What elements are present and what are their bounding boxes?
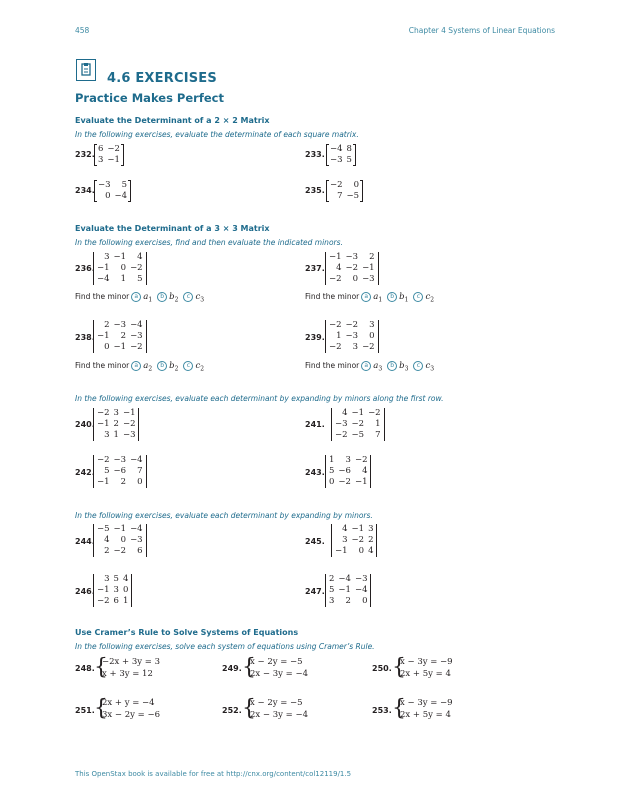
matrix-entry: 0: [362, 596, 368, 606]
equation: 2x + y = −4: [102, 698, 155, 708]
matrix-entry: −2: [329, 320, 342, 330]
matrix-row: [95, 263, 145, 274]
matrix-entry: 6: [137, 546, 143, 556]
matrix-entry: −2: [97, 408, 110, 418]
matrix-entry: −2: [329, 274, 342, 284]
matrix-entry: 5: [329, 585, 335, 595]
matrix-entry: −2: [107, 144, 120, 154]
matrix-entry: −4: [130, 320, 143, 330]
exercise-number: 253.: [372, 706, 392, 715]
determinant-245: [333, 524, 375, 557]
exercise-number: 249.: [222, 664, 242, 673]
matrix-entry: −3: [113, 320, 127, 330]
brace-icon: {: [242, 655, 256, 680]
matrix-entry: 2: [120, 331, 127, 341]
minor-prompt-238: [75, 361, 207, 373]
matrix-entry: −2: [130, 263, 143, 273]
equation: 2x + 5y = 4: [400, 710, 451, 720]
part-marker: b: [387, 292, 397, 302]
matrix-row: [95, 477, 145, 488]
matrix-entry: 8: [346, 144, 352, 154]
matrix-entry: 2: [104, 320, 110, 330]
matrix-row: [328, 180, 361, 191]
matrix-entry: 4: [104, 535, 110, 545]
matrix-entry: 6: [98, 144, 104, 154]
matrix-row: [95, 274, 145, 285]
determinant-238: [95, 320, 145, 353]
matrix-entry: −3: [130, 331, 143, 341]
matrix-entry: −1: [335, 546, 348, 556]
matrix-entry: 3: [113, 585, 119, 595]
matrix-entry: −2: [130, 342, 143, 352]
matrix-entry: 2: [345, 596, 351, 606]
determinant-247: [327, 574, 369, 607]
matrix-entry: −2: [97, 455, 110, 465]
matrix-row: [95, 546, 145, 557]
section-heading: Evaluate the Determinant of a 3 × 3 Matrix: [75, 224, 270, 233]
matrix-entry: 4: [342, 408, 348, 418]
matrix-entry: −4: [130, 455, 143, 465]
matrix-row: [96, 191, 129, 202]
matrix-row: [328, 155, 354, 166]
matrix-row: [333, 546, 375, 557]
matrix-entry: 4: [362, 466, 368, 476]
matrix-entry: 5: [137, 274, 143, 284]
exercise-number: 234.: [75, 186, 95, 195]
matrix-entry: 0: [120, 263, 127, 273]
matrix-entry: −1: [97, 477, 110, 487]
matrix-entry: 1: [113, 430, 119, 440]
brace-icon: {: [94, 655, 108, 680]
minor-label: Find the minor: [305, 292, 360, 301]
part-marker: a: [361, 361, 371, 371]
matrix-entry: −3: [345, 252, 359, 262]
matrix-entry: −1: [351, 524, 365, 534]
minor-variable: $a_3$: [373, 361, 383, 373]
part-marker: a: [361, 292, 371, 302]
minor-variable: $c_2$: [195, 361, 205, 373]
matrix-entry: −2: [351, 419, 365, 429]
matrix-entry: 2: [104, 546, 110, 556]
matrix-row: [327, 477, 369, 488]
brace-icon: {: [94, 696, 108, 721]
equation: x − 3y = −9: [400, 698, 453, 708]
matrix-row: [95, 419, 137, 430]
exercise-number: 243.: [305, 468, 325, 477]
matrix-entry: −2: [362, 342, 375, 352]
matrix-entry: 4: [122, 574, 129, 584]
matrix-row: [327, 252, 377, 263]
matrix-row: [333, 535, 375, 546]
matrix-entry: 3: [369, 320, 375, 330]
matrix-entry: −1: [113, 524, 127, 534]
minor-variable: $a_2$: [143, 361, 153, 373]
exercise-number: 252.: [222, 706, 242, 715]
matrix-entry: −2: [122, 419, 136, 429]
minor-variable: $b_2$: [169, 361, 179, 373]
matrix-row: [95, 408, 137, 419]
matrix-row: [95, 455, 145, 466]
matrix-row: [95, 596, 130, 607]
matrix-entry: 3: [113, 408, 119, 418]
matrix-235: [328, 180, 361, 202]
exercise-number: 248.: [75, 664, 95, 673]
matrix-entry: −4: [130, 524, 143, 534]
exercise-number: 235.: [305, 186, 325, 195]
system-251: [94, 697, 160, 721]
determinant-246: [95, 574, 130, 607]
matrix-row: [95, 342, 145, 353]
matrix-entry: −1: [122, 408, 136, 418]
matrix-entry: 1: [329, 455, 335, 465]
matrix-entry: 2: [120, 477, 127, 487]
matrix-entry: −1: [97, 585, 110, 595]
matrix-entry: −2: [97, 596, 110, 606]
matrix-entry: 0: [120, 535, 127, 545]
equation: x − 3y = −9: [400, 657, 453, 667]
matrix-row: [328, 144, 354, 155]
instruction: In the following exercises, evaluate each determinant by expanding by minors.: [75, 511, 373, 520]
matrix-entry: −3: [345, 331, 359, 341]
matrix-entry: −4: [354, 585, 368, 595]
brace-icon: {: [392, 655, 406, 680]
matrix-entry: 0: [353, 180, 360, 190]
matrix-entry: 0: [369, 331, 375, 341]
matrix-entry: 3: [352, 342, 359, 352]
exercise-number: 244.: [75, 537, 95, 546]
matrix-entry: −3: [98, 180, 111, 190]
matrix-entry: 2: [113, 419, 119, 429]
matrix-row: [95, 252, 145, 263]
exercise-number: 237.: [305, 264, 325, 273]
matrix-entry: 7: [375, 430, 381, 440]
matrix-entry: 4: [137, 252, 143, 262]
brace-icon: {: [242, 696, 256, 721]
matrix-entry: 5: [329, 466, 335, 476]
minor-variable: $c_2$: [425, 292, 435, 304]
matrix-entry: −2: [329, 342, 342, 352]
section-heading: Evaluate the Determinant of a 2 × 2 Matrix: [75, 116, 270, 125]
matrix-entry: −1: [362, 263, 375, 273]
matrix-entry: −1: [113, 342, 127, 352]
matrix-entry: 4: [336, 263, 342, 273]
exercise-number: 233.: [305, 150, 325, 159]
exercise-number: 232.: [75, 150, 95, 159]
exercise-number: 245.: [305, 537, 325, 546]
matrix-row: [333, 408, 383, 419]
equation: x + 3y = 12: [102, 669, 153, 679]
minor-label: Find the minor: [75, 292, 130, 301]
exercises-icon: [76, 59, 96, 81]
matrix-entry: −5: [346, 191, 360, 201]
matrix-entry: 3: [345, 455, 351, 465]
matrix-234: [96, 180, 129, 202]
matrix-entry: 4: [342, 524, 348, 534]
equation: x − 2y = −5: [250, 657, 303, 667]
matrix-entry: 0: [122, 585, 129, 595]
matrix-entry: −6: [338, 466, 351, 476]
matrix-entry: −5: [97, 524, 110, 534]
matrix-entry: −2: [345, 320, 359, 330]
minor-prompt-236: [75, 292, 207, 304]
chapter-title: Chapter 4 Systems of Linear Equations: [408, 26, 555, 35]
matrix-entry: −1: [97, 331, 110, 341]
minor-variable: $b_1$: [399, 292, 409, 304]
matrix-entry: −1: [113, 252, 127, 262]
matrix-entry: 7: [337, 191, 343, 201]
equation: x − 2y = −5: [250, 698, 303, 708]
matrix-entry: 3: [104, 252, 110, 262]
system-248: [94, 656, 160, 680]
matrix-entry: −4: [97, 274, 110, 284]
matrix-entry: 3: [329, 596, 335, 606]
part-marker: b: [387, 361, 397, 371]
exercise-number: 251.: [75, 706, 95, 715]
matrix-entry: −5: [351, 430, 365, 440]
matrix-row: [333, 419, 383, 430]
equation: 2x − 3y = −4: [250, 710, 308, 720]
system-252: [242, 697, 308, 721]
matrix-entry: 5: [113, 574, 119, 584]
matrix-entry: 5: [346, 155, 352, 165]
matrix-entry: −4: [114, 191, 128, 201]
part-marker: c: [413, 292, 423, 302]
matrix-row: [95, 574, 130, 585]
instruction: In the following exercises, evaluate the determinate of each square matrix.: [75, 130, 359, 139]
matrix-row: [327, 585, 369, 596]
matrix-entry: −2: [113, 546, 127, 556]
matrix-row: [96, 155, 122, 166]
minor-prompt-237: [305, 292, 437, 304]
equation: −2x + 3y = 3: [102, 657, 160, 667]
minor-label: Find the minor: [305, 361, 360, 370]
matrix-232: [96, 144, 122, 166]
system-253: [392, 697, 453, 721]
matrix-233: [328, 144, 354, 166]
part-marker: b: [157, 361, 167, 371]
determinant-241: [333, 408, 383, 441]
matrix-row: [327, 342, 377, 353]
matrix-entry: 1: [336, 331, 342, 341]
matrix-entry: 5: [104, 466, 110, 476]
matrix-entry: −1: [97, 263, 110, 273]
matrix-entry: −1: [97, 419, 110, 429]
matrix-entry: 0: [358, 546, 365, 556]
matrix-entry: −1: [351, 408, 365, 418]
matrix-entry: 2: [369, 252, 375, 262]
determinant-239: [327, 320, 377, 353]
matrix-entry: −2: [345, 263, 359, 273]
instruction: In the following exercises, solve each system of equations using Cramer’s Rule.: [75, 642, 375, 651]
matrix-entry: −2: [368, 408, 381, 418]
matrix-entry: −2: [354, 455, 368, 465]
matrix-row: [96, 144, 122, 155]
determinant-242: [95, 455, 145, 488]
matrix-entry: 0: [105, 191, 111, 201]
matrix-entry: −6: [113, 466, 127, 476]
system-250: [392, 656, 453, 680]
section-heading: Use Cramer’s Rule to Solve Systems of Equations: [75, 628, 299, 637]
matrix-entry: 4: [368, 546, 374, 556]
matrix-entry: 0: [352, 274, 359, 284]
matrix-entry: −3: [362, 274, 375, 284]
matrix-row: [327, 331, 377, 342]
matrix-entry: −1: [338, 585, 351, 595]
part-marker: c: [413, 361, 423, 371]
exercise-number: 236.: [75, 264, 95, 273]
part-marker: c: [183, 292, 193, 302]
matrix-entry: −4: [338, 574, 351, 584]
matrix-row: [327, 274, 377, 285]
matrix-entry: 3: [342, 535, 348, 545]
matrix-entry: 1: [375, 419, 381, 429]
exercise-number: 239.: [305, 333, 325, 342]
exercise-number: 246.: [75, 587, 95, 596]
matrix-entry: 3: [98, 155, 104, 165]
matrix-entry: 7: [137, 466, 143, 476]
matrix-row: [328, 191, 361, 202]
exercise-number: 250.: [372, 664, 392, 673]
page-number: 458: [75, 26, 90, 35]
minor-variable: $c_3$: [195, 292, 205, 304]
matrix-row: [333, 524, 375, 535]
brace-icon: {: [392, 696, 406, 721]
part-marker: b: [157, 292, 167, 302]
matrix-entry: 3: [368, 524, 374, 534]
matrix-row: [96, 180, 129, 191]
matrix-entry: −2: [338, 477, 351, 487]
minor-label: Find the minor: [75, 361, 130, 370]
minor-prompt-239: [305, 361, 437, 373]
matrix-entry: 2: [368, 535, 374, 545]
matrix-row: [327, 574, 369, 585]
exercise-number: 240.: [75, 420, 95, 429]
matrix-entry: 3: [104, 430, 110, 440]
matrix-entry: −2: [335, 430, 348, 440]
footer-text: This OpenStax book is available for free at http://cnx.org/content/col12119/1.5: [75, 770, 352, 778]
matrix-entry: 0: [137, 477, 143, 487]
matrix-entry: 5: [121, 180, 128, 190]
equation: 3x − 2y = −6: [102, 710, 160, 720]
equation: 2x − 3y = −4: [250, 669, 308, 679]
matrix-entry: −3: [335, 419, 348, 429]
part-marker: a: [131, 292, 141, 302]
matrix-entry: −1: [329, 252, 342, 262]
matrix-entry: 0: [329, 477, 335, 487]
matrix-entry: −4: [330, 144, 343, 154]
matrix-entry: −1: [107, 155, 120, 165]
matrix-row: [95, 331, 145, 342]
part-marker: c: [183, 361, 193, 371]
exercise-number: 241.: [305, 420, 325, 429]
matrix-row: [95, 466, 145, 477]
equation: 2x + 5y = 4: [400, 669, 451, 679]
determinant-236: [95, 252, 145, 285]
part-marker: a: [131, 361, 141, 371]
matrix-row: [95, 585, 130, 596]
determinant-244: [95, 524, 145, 557]
matrix-row: [95, 524, 145, 535]
matrix-row: [327, 466, 369, 477]
matrix-row: [95, 430, 137, 441]
matrix-row: [95, 320, 145, 331]
matrix-entry: 3: [104, 574, 110, 584]
minor-variable: $b_3$: [399, 361, 409, 373]
system-249: [242, 656, 308, 680]
determinant-240: [95, 408, 137, 441]
matrix-row: [327, 596, 369, 607]
exercise-number: 238.: [75, 333, 95, 342]
matrix-row: [333, 430, 383, 441]
matrix-entry: −1: [354, 477, 368, 487]
matrix-row: [327, 263, 377, 274]
matrix-entry: −3: [330, 155, 343, 165]
matrix-entry: −3: [130, 535, 143, 545]
minor-variable: $c_3$: [425, 361, 435, 373]
matrix-entry: −3: [113, 455, 127, 465]
minor-variable: $b_2$: [169, 292, 179, 304]
matrix-entry: 1: [122, 596, 129, 606]
instruction: In the following exercises, evaluate each determinant by expanding by minors along the first row.: [75, 394, 444, 403]
matrix-entry: −2: [330, 180, 343, 190]
matrix-entry: −3: [354, 574, 368, 584]
matrix-row: [327, 455, 369, 466]
exercise-number: 247.: [305, 587, 325, 596]
matrix-entry: −3: [122, 430, 136, 440]
matrix-entry: 1: [120, 274, 127, 284]
exercise-number: 242.: [75, 468, 95, 477]
matrix-row: [95, 535, 145, 546]
section-title: 4.6 EXERCISES: [107, 71, 217, 86]
matrix-row: [327, 320, 377, 331]
matrix-entry: 0: [104, 342, 110, 352]
determinant-237: [327, 252, 377, 285]
minor-variable: $a_1$: [373, 292, 383, 304]
determinant-243: [327, 455, 369, 488]
matrix-entry: 6: [113, 596, 119, 606]
matrix-entry: −2: [351, 535, 365, 545]
instruction: In the following exercises, find and then evaluate the indicated minors.: [75, 238, 343, 247]
subtitle: Practice Makes Perfect: [75, 91, 224, 105]
matrix-entry: 2: [329, 574, 335, 584]
minor-variable: $a_1$: [143, 292, 153, 304]
